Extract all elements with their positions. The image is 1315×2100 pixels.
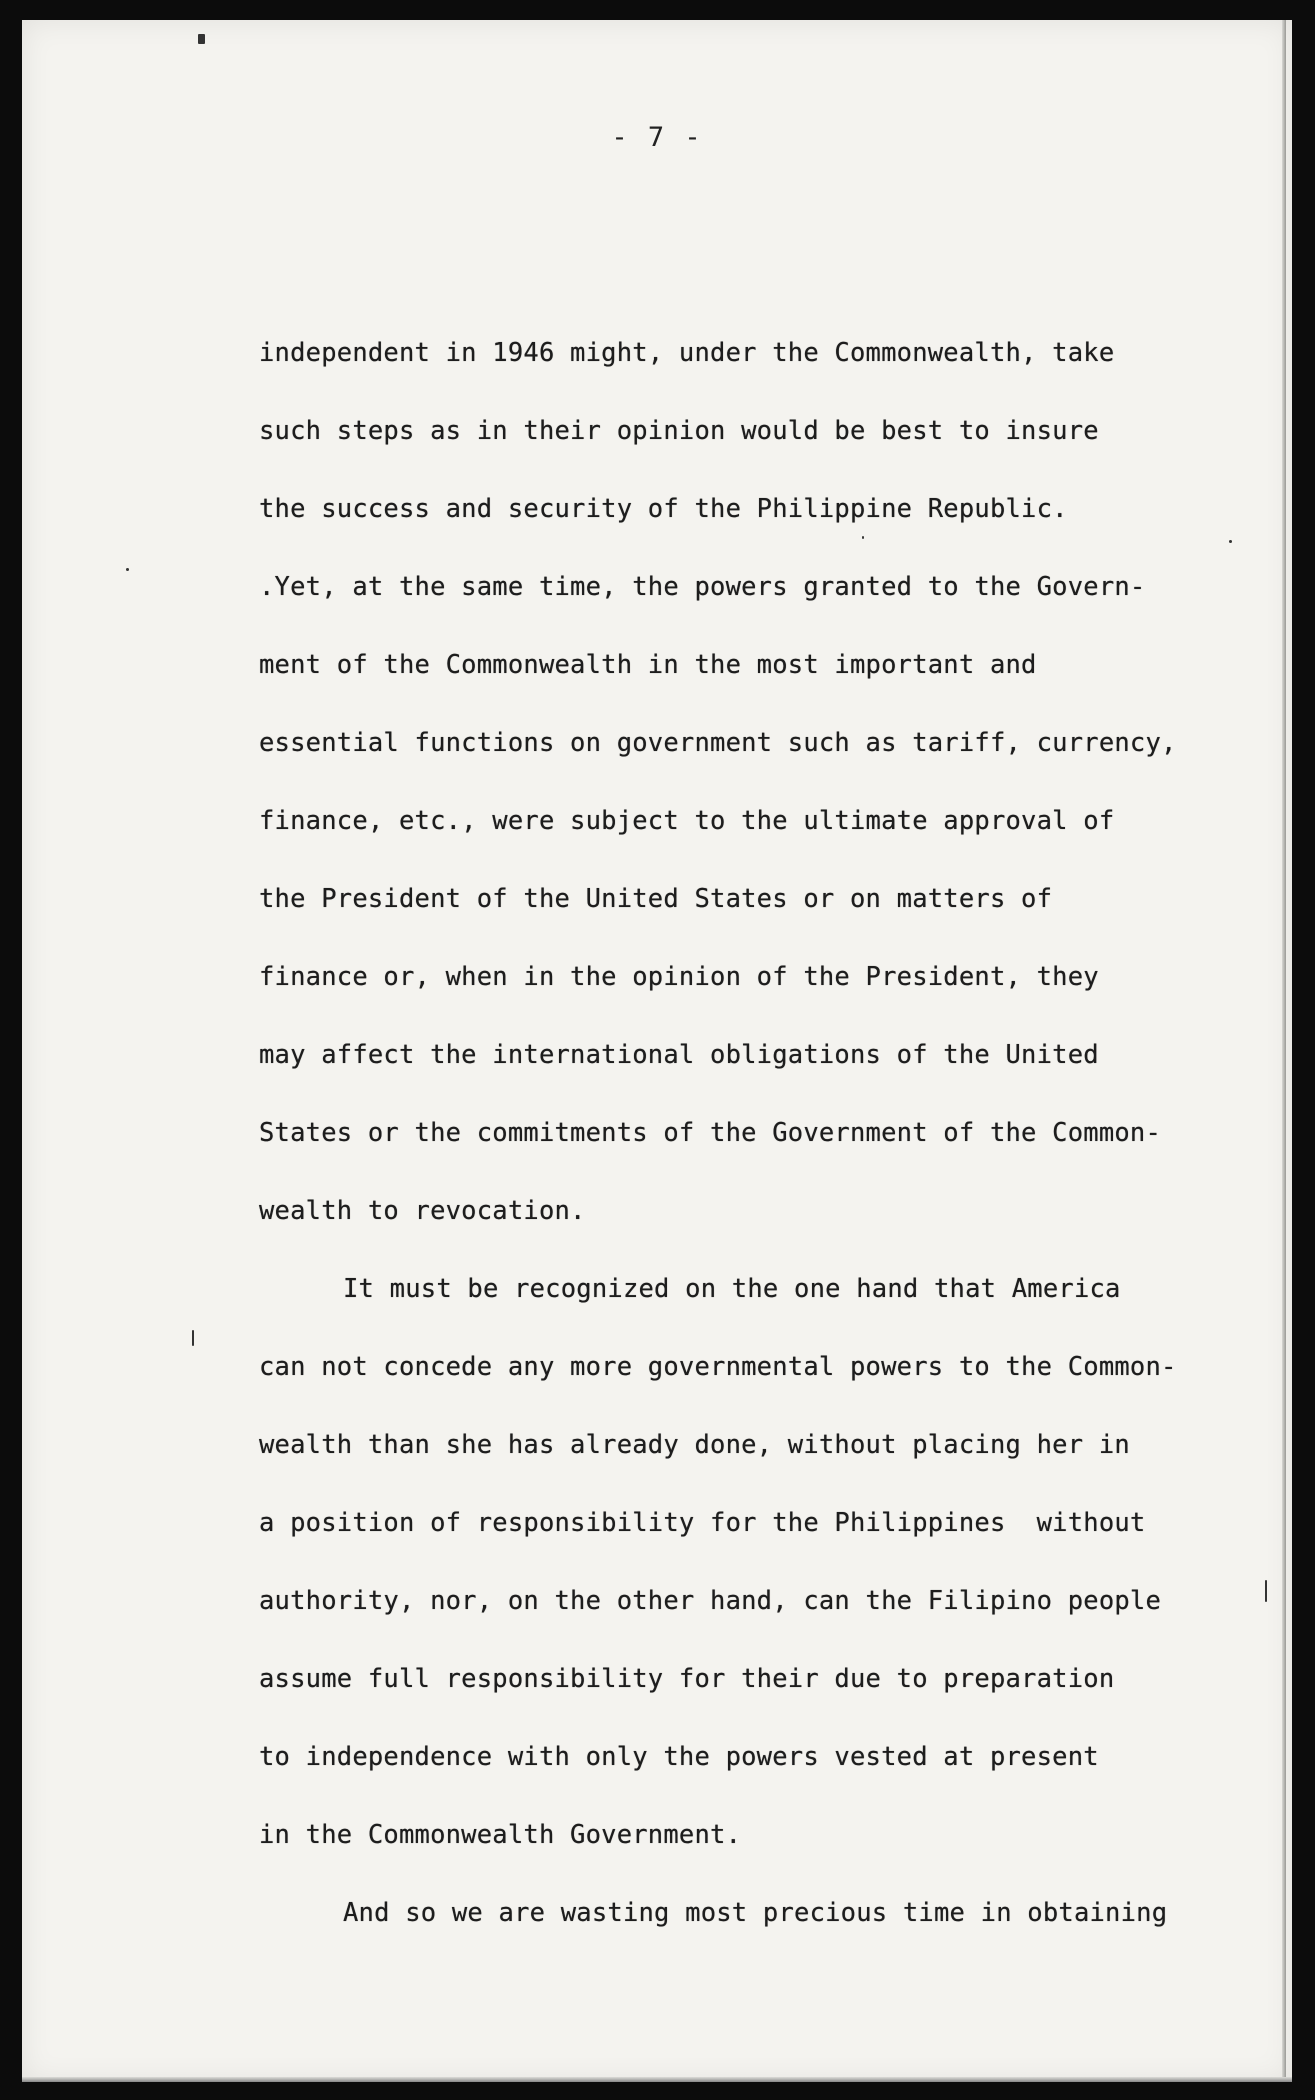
- page-edge-bottom: [22, 2077, 1292, 2082]
- text-line: wealth than she has already done, without placing her in: [259, 1430, 1130, 1460]
- text-line: to independence with only the powers vested at present: [259, 1742, 1099, 1772]
- page-number: - 7 -: [611, 122, 703, 153]
- scan-speck: [1265, 1580, 1267, 1602]
- scan-speck: [126, 568, 129, 571]
- text-line: the President of the United States or on matters of: [259, 884, 1053, 914]
- text-line: the success and security of the Philippine Republic.: [259, 494, 1068, 524]
- text-line: finance or, when in the opinion of the President, they: [259, 962, 1099, 992]
- text-line: authority, nor, on the other hand, can the Filipino people: [259, 1586, 1162, 1616]
- scan-speck: [198, 34, 205, 44]
- text-line: assume full responsibility for their due to preparation: [259, 1664, 1115, 1694]
- text-line: can not concede any more governmental powers to the Common-: [259, 1352, 1177, 1382]
- page-edge-right: [1282, 20, 1286, 2082]
- text-line: wealth to revocation.: [259, 1196, 586, 1226]
- text-line-indented: It must be recognized on the one hand that America: [343, 1274, 1121, 1304]
- text-line-indented: And so we are wasting most precious time in obtaining: [343, 1898, 1168, 1928]
- scan-speck: [192, 1330, 194, 1346]
- document-page: [22, 20, 1292, 2082]
- text-line: finance, etc., were subject to the ultimate approval of: [259, 806, 1115, 836]
- body-text: [259, 314, 1239, 1952]
- text-line: ment of the Commonwealth in the most important and: [259, 650, 1037, 680]
- text-line: may affect the international obligations of the United: [259, 1040, 1099, 1070]
- text-line: essential functions on government such as tariff, currency,: [259, 728, 1177, 758]
- text-line: such steps as in their opinion would be best to insure: [259, 416, 1099, 446]
- text-line: States or the commitments of the Government of the Common-: [259, 1118, 1162, 1148]
- text-line: a position of responsibility for the Philippines without: [259, 1508, 1146, 1538]
- text-line: .Yet, at the same time, the powers granted to the Govern-: [259, 572, 1146, 602]
- text-line: in the Commonwealth Government.: [259, 1820, 742, 1850]
- text-line: independent in 1946 might, under the Commonwealth, take: [259, 338, 1115, 368]
